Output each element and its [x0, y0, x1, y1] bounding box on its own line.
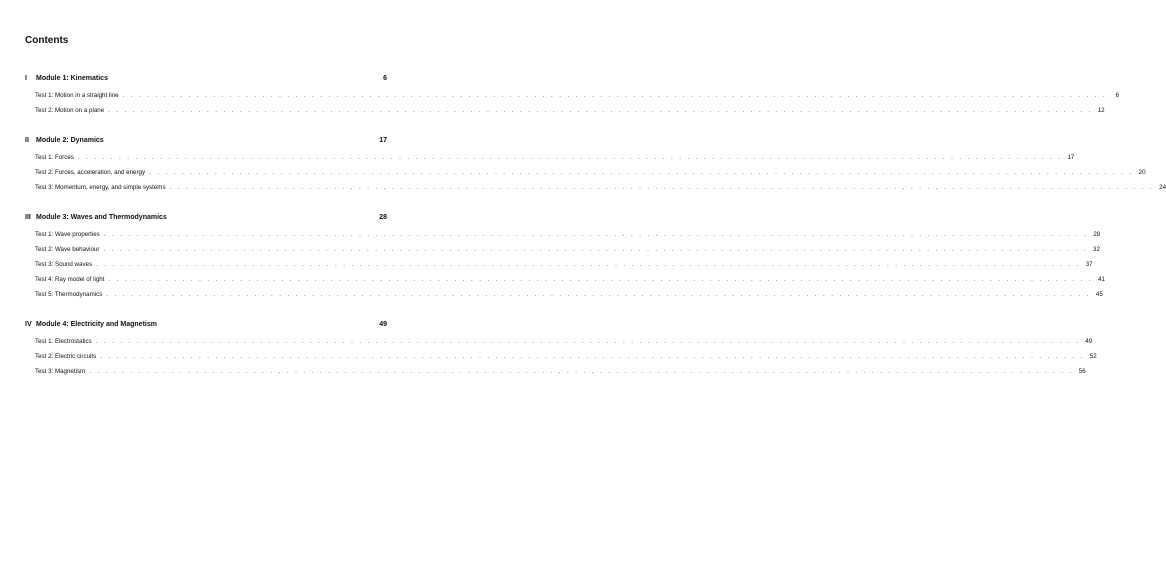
module-page-number: 17: [379, 137, 387, 144]
test-title: Test 4: Ray model of light: [35, 276, 105, 283]
test-title: Test 2: Forces, acceleration, and energy: [35, 169, 146, 176]
dot-leader: . . . . . . . . . . . . . . . . . . . . . . . . . . . . . . . . . . . . . . . . . . . . . . . . . . . . . . . . . . . . . . . . . . . . . . . . . . . . . . . . . . . . . . . . . . . . . . . . . . . . . . . . . . . . . . . . . . . . . . . .: [89, 368, 1074, 375]
test-entry[interactable]: [35, 367, 1086, 377]
test-page-number: 52: [1089, 353, 1097, 360]
test-title: Test 1: Forces: [35, 154, 74, 161]
test-entry[interactable]: [35, 352, 1097, 362]
toc-module: [25, 320, 1097, 377]
test-title: Test 2: Electric circuits: [35, 353, 97, 360]
test-title: Test 3: Sound waves: [35, 261, 93, 268]
test-title: Test 3: Magnetism: [35, 368, 86, 375]
module-title: Module 3: Waves and Thermodynamics: [36, 214, 167, 221]
module-page-number: 28: [379, 214, 387, 221]
test-entry[interactable]: [35, 183, 1166, 193]
test-page-number: 56: [1078, 368, 1086, 375]
module-number: II: [25, 137, 29, 144]
dot-leader: . . . . . . . . . . . . . . . . . . . . . . . . . . . . . . . . . . . . . . . . . . . . . . . . . . . . . . . . . . . . . . . . . . . . . . . . . . . . . . . . . . . . . . . . . . . . . . . . . . . . . . . . . . . . . . . . . . . . . . . .: [149, 169, 1134, 176]
module-number: IV: [25, 321, 32, 328]
dot-leader: . . . . . . . . . . . . . . . . . . . . . . . . . . . . . . . . . . . . . . . . . . . . . . . . . . . . . . . . . . . . . . . . . . . . . . . . . . . . . . . . . . . . . . . . . . . . . . . . . . . . . . . . . . . . . . . . . . . . . . . .: [108, 107, 1093, 114]
test-page-number: 28: [1093, 231, 1101, 238]
dot-leader: . . . . . . . . . . . . . . . . . . . . . . . . . . . . . . . . . . . . . . . . . . . . . . . . . . . . . . . . . . . . . . . . . . . . . . . . . . . . . . . . . . . . . . . . . . . . . . . . . . . . . . . . . . . . . . . . . . . . . . . .: [122, 92, 1108, 99]
toc-module: [25, 136, 1166, 193]
test-title: Test 2: Wave behaviour: [35, 246, 100, 253]
test-page-number: 20: [1138, 169, 1146, 176]
test-entry[interactable]: [35, 290, 1103, 300]
test-entry[interactable]: [35, 91, 1120, 101]
module-entry[interactable]: [25, 213, 387, 223]
module-title: Module 1: Kinematics: [36, 75, 108, 82]
test-entry[interactable]: [35, 106, 1105, 116]
test-entry[interactable]: [35, 230, 1101, 240]
test-entry[interactable]: [35, 168, 1146, 178]
dot-leader: . . . . . . . . . . . . . . . . . . . . . . . . . . . . . . . . . . . . . . . . . . . . . . . . . . . . . . . . . . . . . . . . . . . . . . . . . . . . . . . . . . . . . . . . . . . . . . . . . . . . . . . . . . . . . . . . . . . . . . . .: [95, 338, 1081, 345]
test-title: Test 1: Motion in a straight line: [35, 92, 119, 99]
module-entry[interactable]: [25, 136, 387, 146]
dot-leader: . . . . . . . . . . . . . . . . . . . . . . . . . . . . . . . . . . . . . . . . . . . . . . . . . . . . . . . . . . . . . . . . . . . . . . . . . . . . . . . . . . . . . . . . . . . . . . . . . . . . . . . . . . . . . . . . . . . . . . . .: [103, 231, 1089, 238]
module-title: Module 2: Dynamics: [36, 137, 104, 144]
test-page-number: 49: [1085, 338, 1093, 345]
test-title: Test 1: Electrostatics: [35, 338, 92, 345]
dot-leader: . . . . . . . . . . . . . . . . . . . . . . . . . . . . . . . . . . . . . . . . . . . . . . . . . . . . . . . . . . . . . . . . . . . . . . . . . . . . . . . . . . . . . . . . . . . . . . . . . . . . . . . . . . . . . . . . . . . . . . . .: [169, 184, 1155, 191]
dot-leader: . . . . . . . . . . . . . . . . . . . . . . . . . . . . . . . . . . . . . . . . . . . . . . . . . . . . . . . . . . . . . . . . . . . . . . . . . . . . . . . . . . . . . . . . . . . . . . . . . . . . . . . . . . . . . . . . . . . . . . . .: [96, 261, 1081, 268]
test-page-number: 45: [1095, 291, 1103, 298]
test-entry[interactable]: [35, 337, 1093, 347]
test-entry[interactable]: [35, 153, 1075, 163]
table-of-contents: [25, 74, 1166, 397]
module-page-number: 49: [379, 321, 387, 328]
dot-leader: . . . . . . . . . . . . . . . . . . . . . . . . . . . . . . . . . . . . . . . . . . . . . . . . . . . . . . . . . . . . . . . . . . . . . . . . . . . . . . . . . . . . . . . . . . . . . . . . . . . . . . . . . . . . . . . . . . . . . . . .: [100, 353, 1085, 360]
test-entry[interactable]: [35, 245, 1100, 255]
module-title: Module 4: Electricity and Magnetism: [36, 321, 157, 328]
test-title: Test 1: Wave properties: [35, 231, 100, 238]
test-title: Test 2: Motion on a plane: [35, 107, 105, 114]
dot-leader: . . . . . . . . . . . . . . . . . . . . . . . . . . . . . . . . . . . . . . . . . . . . . . . . . . . . . . . . . . . . . . . . . . . . . . . . . . . . . . . . . . . . . . . . . . . . . . . . . . . . . . . . . . . . . . . . . . . . . . . .: [77, 154, 1063, 161]
test-page-number: 17: [1067, 154, 1075, 161]
module-entry[interactable]: [25, 74, 387, 84]
dot-leader: . . . . . . . . . . . . . . . . . . . . . . . . . . . . . . . . . . . . . . . . . . . . . . . . . . . . . . . . . . . . . . . . . . . . . . . . . . . . . . . . . . . . . . . . . . . . . . . . . . . . . . . . . . . . . . . . . . . . . . . .: [103, 246, 1088, 253]
module-entry[interactable]: [25, 320, 387, 330]
dot-leader: . . . . . . . . . . . . . . . . . . . . . . . . . . . . . . . . . . . . . . . . . . . . . . . . . . . . . . . . . . . . . . . . . . . . . . . . . . . . . . . . . . . . . . . . . . . . . . . . . . . . . . . . . . . . . . . . . . . . . . . .: [108, 276, 1093, 283]
module-page-number: 6: [383, 75, 387, 82]
test-page-number: 24: [1159, 184, 1166, 191]
test-page-number: 32: [1093, 246, 1100, 253]
test-title: Test 3: Momentum, energy, and simple systems: [35, 184, 166, 191]
test-page-number: 6: [1115, 92, 1120, 99]
test-page-number: 41: [1098, 276, 1105, 283]
module-number: III: [25, 214, 31, 221]
test-title: Test 5: Thermodynamics: [35, 291, 103, 298]
test-entry[interactable]: [35, 275, 1105, 285]
toc-module: [25, 74, 1120, 116]
dot-leader: . . . . . . . . . . . . . . . . . . . . . . . . . . . . . . . . . . . . . . . . . . . . . . . . . . . . . . . . . . . . . . . . . . . . . . . . . . . . . . . . . . . . . . . . . . . . . . . . . . . . . . . . . . . . . . . . . . . . . . . .: [106, 291, 1091, 298]
test-entry[interactable]: [35, 260, 1093, 270]
module-number: I: [25, 75, 27, 82]
test-page-number: 12: [1097, 107, 1105, 114]
page-title: Contents: [25, 35, 69, 46]
test-page-number: 37: [1085, 261, 1093, 268]
toc-module: [25, 213, 1105, 300]
